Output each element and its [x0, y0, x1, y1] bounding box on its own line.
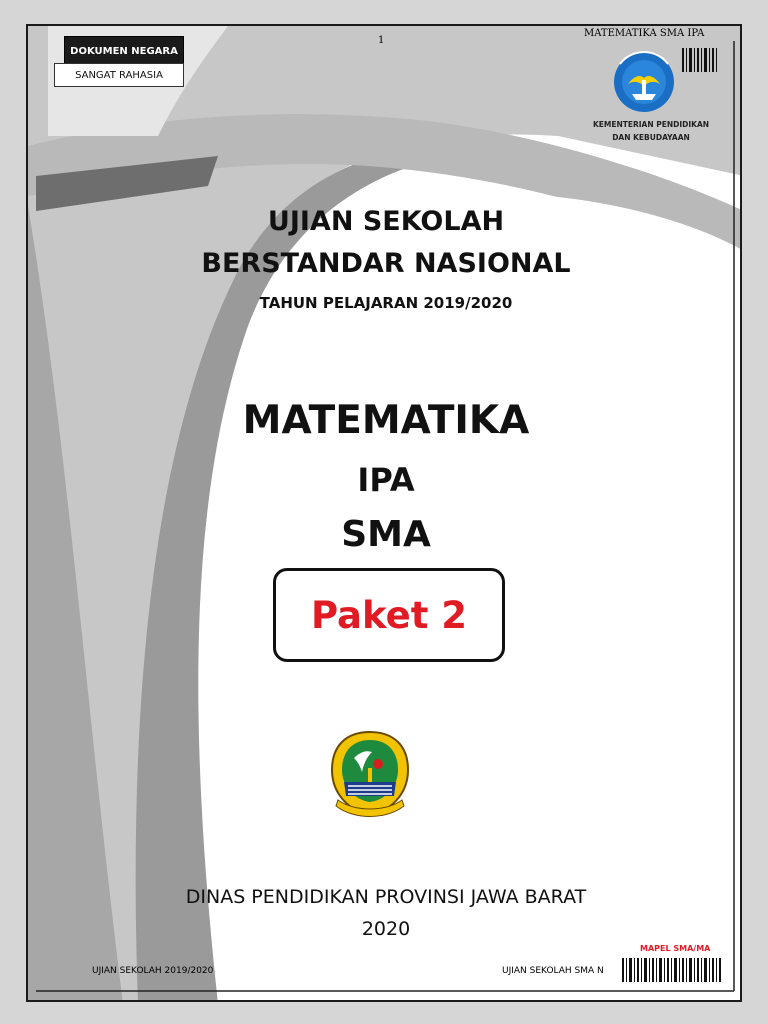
document-page	[26, 24, 742, 1002]
ministry-name	[576, 118, 726, 144]
exam-title-line-1: UJIAN SEKOLAH	[267, 206, 505, 237]
ministry-line-2: DAN KEBUDAYAAN	[612, 133, 690, 142]
issuing-agency: DINAS PENDIDIKAN PROVINSI JAWA BARAT	[185, 886, 587, 908]
jawa-barat-emblem	[324, 728, 416, 818]
academic-year: TAHUN PELAJARAN 2019/2020	[259, 294, 513, 312]
program-name: IPA	[357, 461, 415, 499]
exam-title-line-2: BERSTANDAR NASIONAL	[201, 248, 571, 279]
school-level: SMA	[341, 514, 431, 555]
subject-name: MATEMATIKA	[242, 398, 530, 443]
tut-wuri-handayani-logo	[606, 50, 682, 114]
barcode-icon	[682, 48, 718, 72]
secrecy-badge: SANGAT RAHASIA	[54, 63, 184, 87]
mapel-label: MAPEL SMA/MA	[640, 944, 711, 953]
subject-header: MATEMATIKA SMA IPA	[584, 28, 705, 39]
page-number: 1	[378, 35, 385, 46]
ministry-line-1: KEMENTERIAN PENDIDIKAN	[592, 120, 710, 129]
issuing-year: 2020	[361, 918, 411, 940]
footer-right-label: UJIAN SEKOLAH SMA N	[502, 966, 604, 976]
footer-left-label: UJIAN SEKOLAH 2019/2020	[92, 966, 214, 976]
footer-barcode-icon	[622, 958, 722, 982]
document-classification-badge: DOKUMEN NEGARA	[64, 36, 184, 66]
package-label: Paket 2	[273, 568, 505, 662]
